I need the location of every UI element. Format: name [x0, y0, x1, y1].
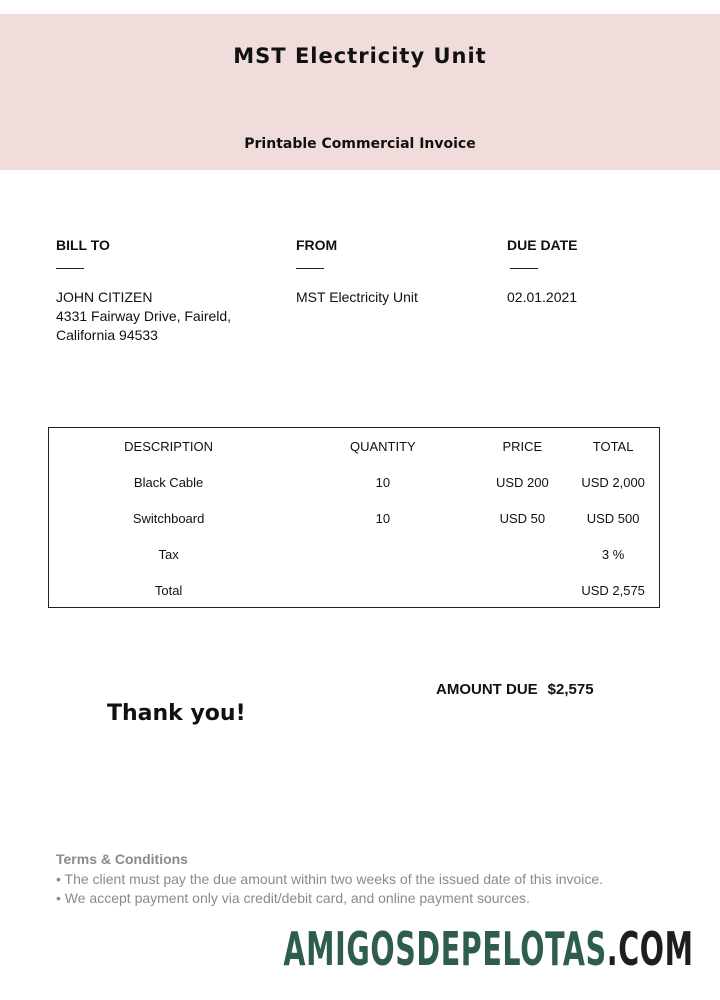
from-name: MST Electricity Unit [296, 289, 418, 305]
bill-to-address-line1: 4331 Fairway Drive, Faireld, [56, 308, 232, 324]
company-title: MST Electricity Unit [233, 44, 487, 68]
cell-total: USD 2,575 [581, 582, 645, 598]
table-row [49, 572, 659, 608]
due-date-divider [510, 268, 538, 269]
cell-description: Black Cable [133, 474, 204, 490]
items-table-box [48, 427, 660, 608]
table-row [49, 536, 659, 572]
bill-to-address-line2: California 94533 [56, 327, 158, 343]
cell-total: USD 2,000 [581, 474, 645, 490]
watermark-tld: .COM [607, 922, 694, 976]
from-label: FROM [296, 237, 338, 253]
cell-quantity: 10 [375, 510, 391, 526]
cell-price: USD 50 [499, 510, 546, 526]
cell-quantity: 10 [375, 474, 391, 490]
due-date-value: 02.01.2021 [507, 289, 578, 305]
column-header-total: TOTAL [592, 438, 634, 454]
amount-due [436, 681, 594, 698]
table-row [49, 464, 659, 500]
amount-due-label: AMOUNT DUE [436, 681, 538, 698]
cell-quantity [288, 572, 477, 608]
due-date-label: DUE DATE [507, 237, 578, 253]
bill-to-name: JOHN CITIZEN [56, 289, 153, 305]
watermark-main: AMIGOSDEPELOTAS [283, 922, 608, 976]
column-header-price: PRICE [502, 438, 543, 454]
cell-description: Switchboard [132, 510, 205, 526]
thank-you-text: Thank you! [107, 701, 246, 726]
column-header-description: DESCRIPTION [124, 438, 214, 454]
cell-total: USD 500 [586, 510, 640, 526]
cell-description: Total [154, 582, 183, 598]
cell-price: USD 200 [496, 474, 549, 490]
bill-to-divider [56, 268, 84, 269]
amount-due-value: $2,575 [547, 681, 594, 698]
cell-price [478, 536, 568, 572]
bill-to-label: BILL TO [56, 237, 110, 253]
bill-to-block [56, 288, 231, 345]
column-header-quantity: QUANTITY [349, 438, 416, 454]
terms-title: Terms & Conditions [56, 851, 188, 867]
table-header-row [49, 428, 659, 464]
cell-price [478, 572, 568, 608]
from-divider [296, 268, 324, 269]
cell-quantity [288, 536, 477, 572]
invoice-subtitle: Printable Commercial Invoice [244, 136, 476, 152]
watermark-logo [284, 922, 694, 976]
terms-line-1: • The client must pay the due amount within two weeks of the issued date of this invoice. [56, 871, 604, 887]
cell-description: Tax [158, 546, 179, 562]
items-table [49, 428, 659, 608]
terms-line-2: • We accept payment only via credit/debit card, and online payment sources. [56, 890, 530, 906]
table-row [49, 500, 659, 536]
cell-total: 3 % [601, 546, 625, 562]
